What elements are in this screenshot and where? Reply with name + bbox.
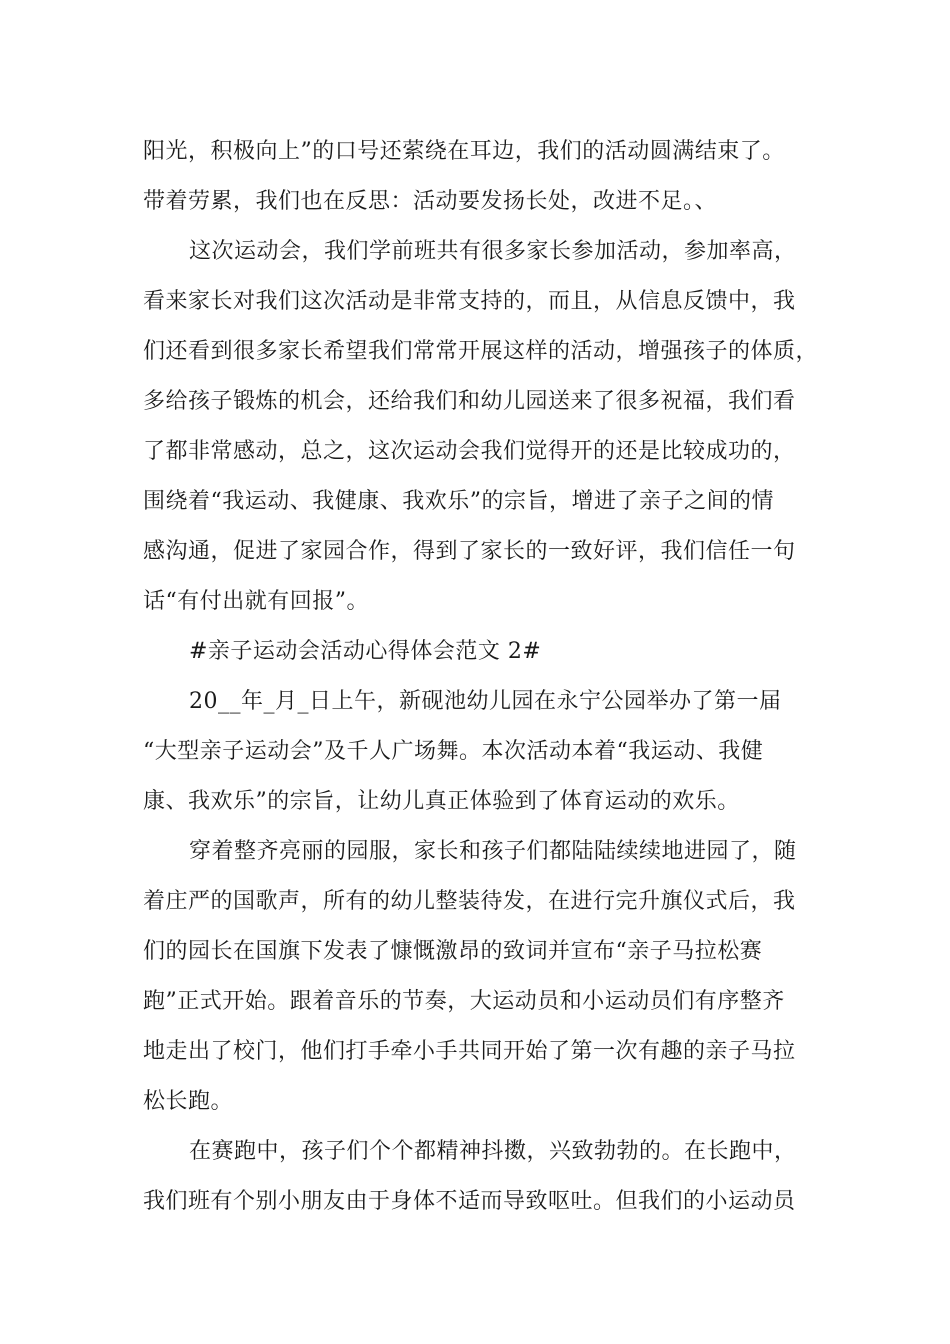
- text-line: 着庄严的国歌声，所有的幼儿整装待发，在进行完升旗仪式后，我: [143, 889, 796, 914]
- text-line: 了都非常感动，总之，这次运动会我们觉得开的还是比较成功的，: [143, 439, 796, 464]
- text-line: 我们班有个别小朋友由于身体不适而导致呕吐。但我们的小运动员: [143, 1189, 796, 1214]
- paragraph-start-line: 这次运动会，我们学前班共有很多家长参加活动，参加率高，: [189, 239, 797, 264]
- text-line: 康、我欢乐”的宗旨，让幼儿真正体验到了体育运动的欢乐。: [143, 789, 740, 814]
- text-line: 围绕着“我运动、我健康、我欢乐”的宗旨，增进了亲子之间的情: [143, 489, 774, 514]
- text-line: 跑”正式开始。跟着音乐的节奏，大运动员和小运动员们有序整齐: [143, 989, 785, 1014]
- text-line: 话“有付出就有回报”。: [143, 589, 369, 614]
- text-line: 感沟通，促进了家园合作，得到了家长的一致好评，我们信任一句: [143, 539, 796, 564]
- paragraph-start-line: 20__年_月_日上午，新砚池幼儿园在永宁公园举办了第一届: [189, 689, 782, 714]
- section-heading: #亲子运动会活动心得体会范文 2#: [189, 639, 542, 664]
- text-line: 地走出了校门，他们打手牵小手共同开始了第一次有趣的亲子马拉: [143, 1039, 796, 1064]
- text-line: 看来家长对我们这次活动是非常支持的，而且，从信息反馈中，我: [143, 289, 796, 314]
- text-line: 们的园长在国旗下发表了慷慨激昂的致词并宣布“亲子马拉松赛: [143, 939, 763, 964]
- text-line: “大型亲子运动会”及千人广场舞。本次活动本着“我运动、我健: [143, 739, 764, 764]
- text-line: 带着劳累，我们也在反思：活动要发扬长处，改进不足。、: [143, 189, 718, 214]
- text-line: 松长跑。: [143, 1089, 234, 1114]
- text-line: 多给孩子锻炼的机会，还给我们和幼儿园送来了很多祝福，我们看: [143, 389, 796, 414]
- text-line: 们还看到很多家长希望我们常常开展这样的活动，增强孩子的体质，: [143, 339, 819, 364]
- paragraph-start-line: 在赛跑中，孩子们个个都精神抖擞，兴致勃勃的。在长跑中，: [189, 1139, 797, 1164]
- paragraph-start-line: 穿着整齐亮丽的园服，家长和孩子们都陆陆续续地进园了，随: [189, 839, 797, 864]
- text-line: 阳光，积极向上”的口号还萦绕在耳边，我们的活动圆满结束了。: [143, 139, 785, 164]
